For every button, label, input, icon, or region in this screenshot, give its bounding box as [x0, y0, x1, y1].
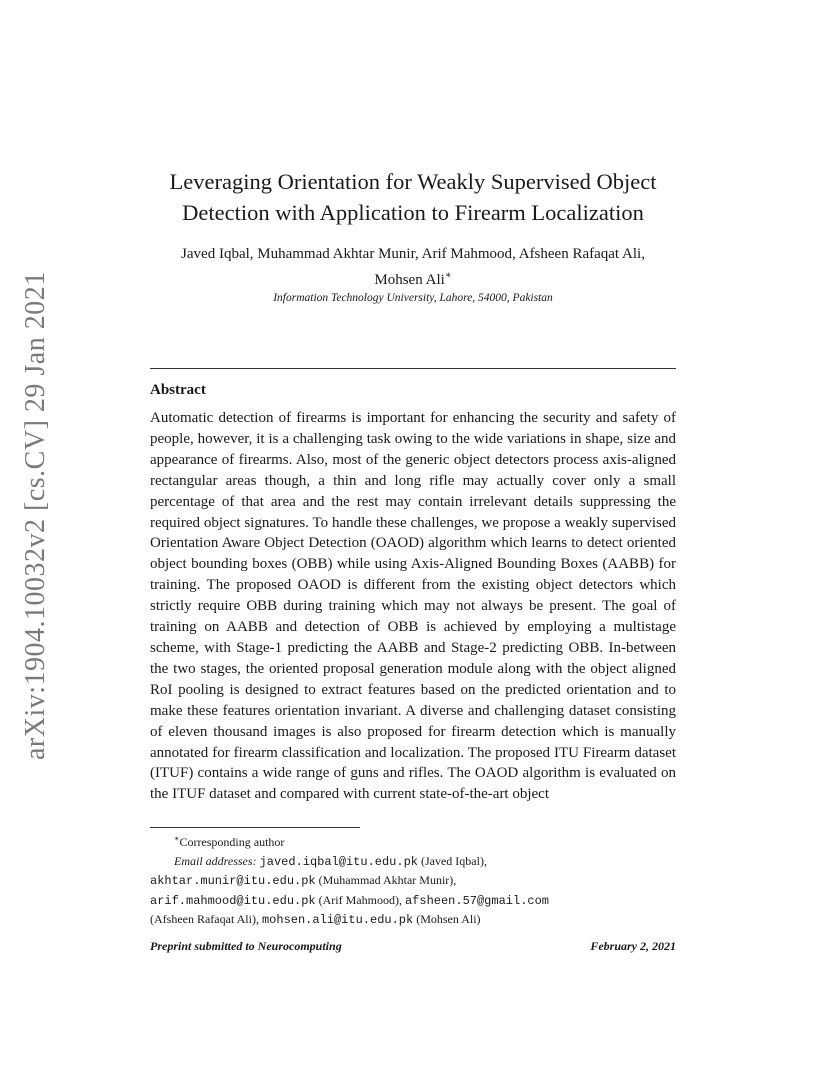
corresponding-author-label: Corresponding author: [179, 835, 285, 849]
header-divider: [150, 368, 676, 369]
email-link[interactable]: akhtar.munir@itu.edu.pk: [150, 874, 316, 889]
affiliation: Information Technology University, Lahore, 54000, Pakistan: [273, 292, 553, 304]
title-line-2: Detection with Application to Firearm Localization: [182, 200, 644, 225]
paper-title: [150, 166, 676, 228]
email-line-3: [150, 891, 676, 911]
email-link[interactable]: arif.mahmood@itu.edu.pk: [150, 893, 316, 908]
footnote-mark: ∗: [174, 834, 180, 843]
authors-line-1: Javed Iqbal, Muhammad Akhtar Munir, Arif Mahmood, Afsheen Rafaqat Ali,: [181, 246, 645, 262]
email-owner: (Javed Iqbal),: [417, 853, 487, 868]
email-link[interactable]: mohsen.ali@itu.edu.pk: [261, 913, 414, 928]
email-owner: (Muhammad Akhtar Munir),: [315, 873, 457, 888]
footer-date: February 2, 2021: [590, 939, 676, 953]
email-link[interactable]: afsheen.57@gmail.com: [404, 893, 549, 908]
footer-journal: Preprint submitted to Neurocomputing: [150, 939, 342, 953]
arxiv-identifier: arXiv:1904.10032v2 [cs.CV] 29 Jan 2021: [20, 271, 51, 760]
footnotes: [150, 830, 676, 930]
email-owner: (Afsheen Rafaqat Ali),: [150, 912, 259, 927]
abstract-text: Automatic detection of firearms is important for enhancing the security and safety of people, however, it is a challenging task owing to the wide variations in shape, size and appearance of firearms. Also, most of the generic object detectors process axis-aligned rectangular areas though, a thin and long rifle may actually cover only a small percentage of that area and the rest may contain irrelevant details suppressing the required object signatures. To handle these challenges, we propose a weakly supervised Orientation Aware Object Detection (OAOD) algorithm which learns to detect oriented object bounding boxes (OBB) while using Axis-Aligned Bounding Boxes (AABB) for training. The proposed OAOD is different from the existing object detectors which strictly require OBB during training which may not always be present. The goal of training on AABB and detection of OBB is achieved by employing a multistage scheme, with Stage-1 predicting the AABB and Stage-2 predicting OBB. In-between the two stages, the oriented proposal generation module along with the object aligned RoI pooling is designed to extract features based on the predicted orientation and to make these features orientation invariant. A diverse and challenging dataset consisting of eleven thousand images is also proposed for firearm detection which is manually annotated for firearm classification and localization. The proposed ITU Firearm dataset (ITUF) contains a wide range of guns and rifles. The OAOD algorithm is evaluated on the ITUF dataset and compared with current state-of-the-art object: [150, 410, 676, 803]
abstract-heading: Abstract: [150, 382, 206, 398]
corresponding-author-mark: ∗: [444, 270, 452, 281]
author-list: [150, 244, 676, 291]
footnote-divider: [150, 827, 360, 828]
title-line-1: Leveraging Orientation for Weakly Supervised Object: [169, 169, 657, 194]
corresponding-author-note: [150, 830, 676, 852]
email-line-4: [150, 910, 676, 930]
page-footer: [150, 939, 676, 954]
email-line-1: [150, 852, 676, 872]
email-owner: (Mohsen Ali): [413, 912, 481, 927]
email-owner: (Arif Mahmood),: [315, 892, 402, 907]
email-label: Email addresses:: [174, 853, 257, 868]
email-line-2: [150, 871, 676, 891]
email-link[interactable]: javed.iqbal@itu.edu.pk: [259, 854, 418, 869]
authors-line-2: Mohsen Ali: [374, 272, 445, 288]
